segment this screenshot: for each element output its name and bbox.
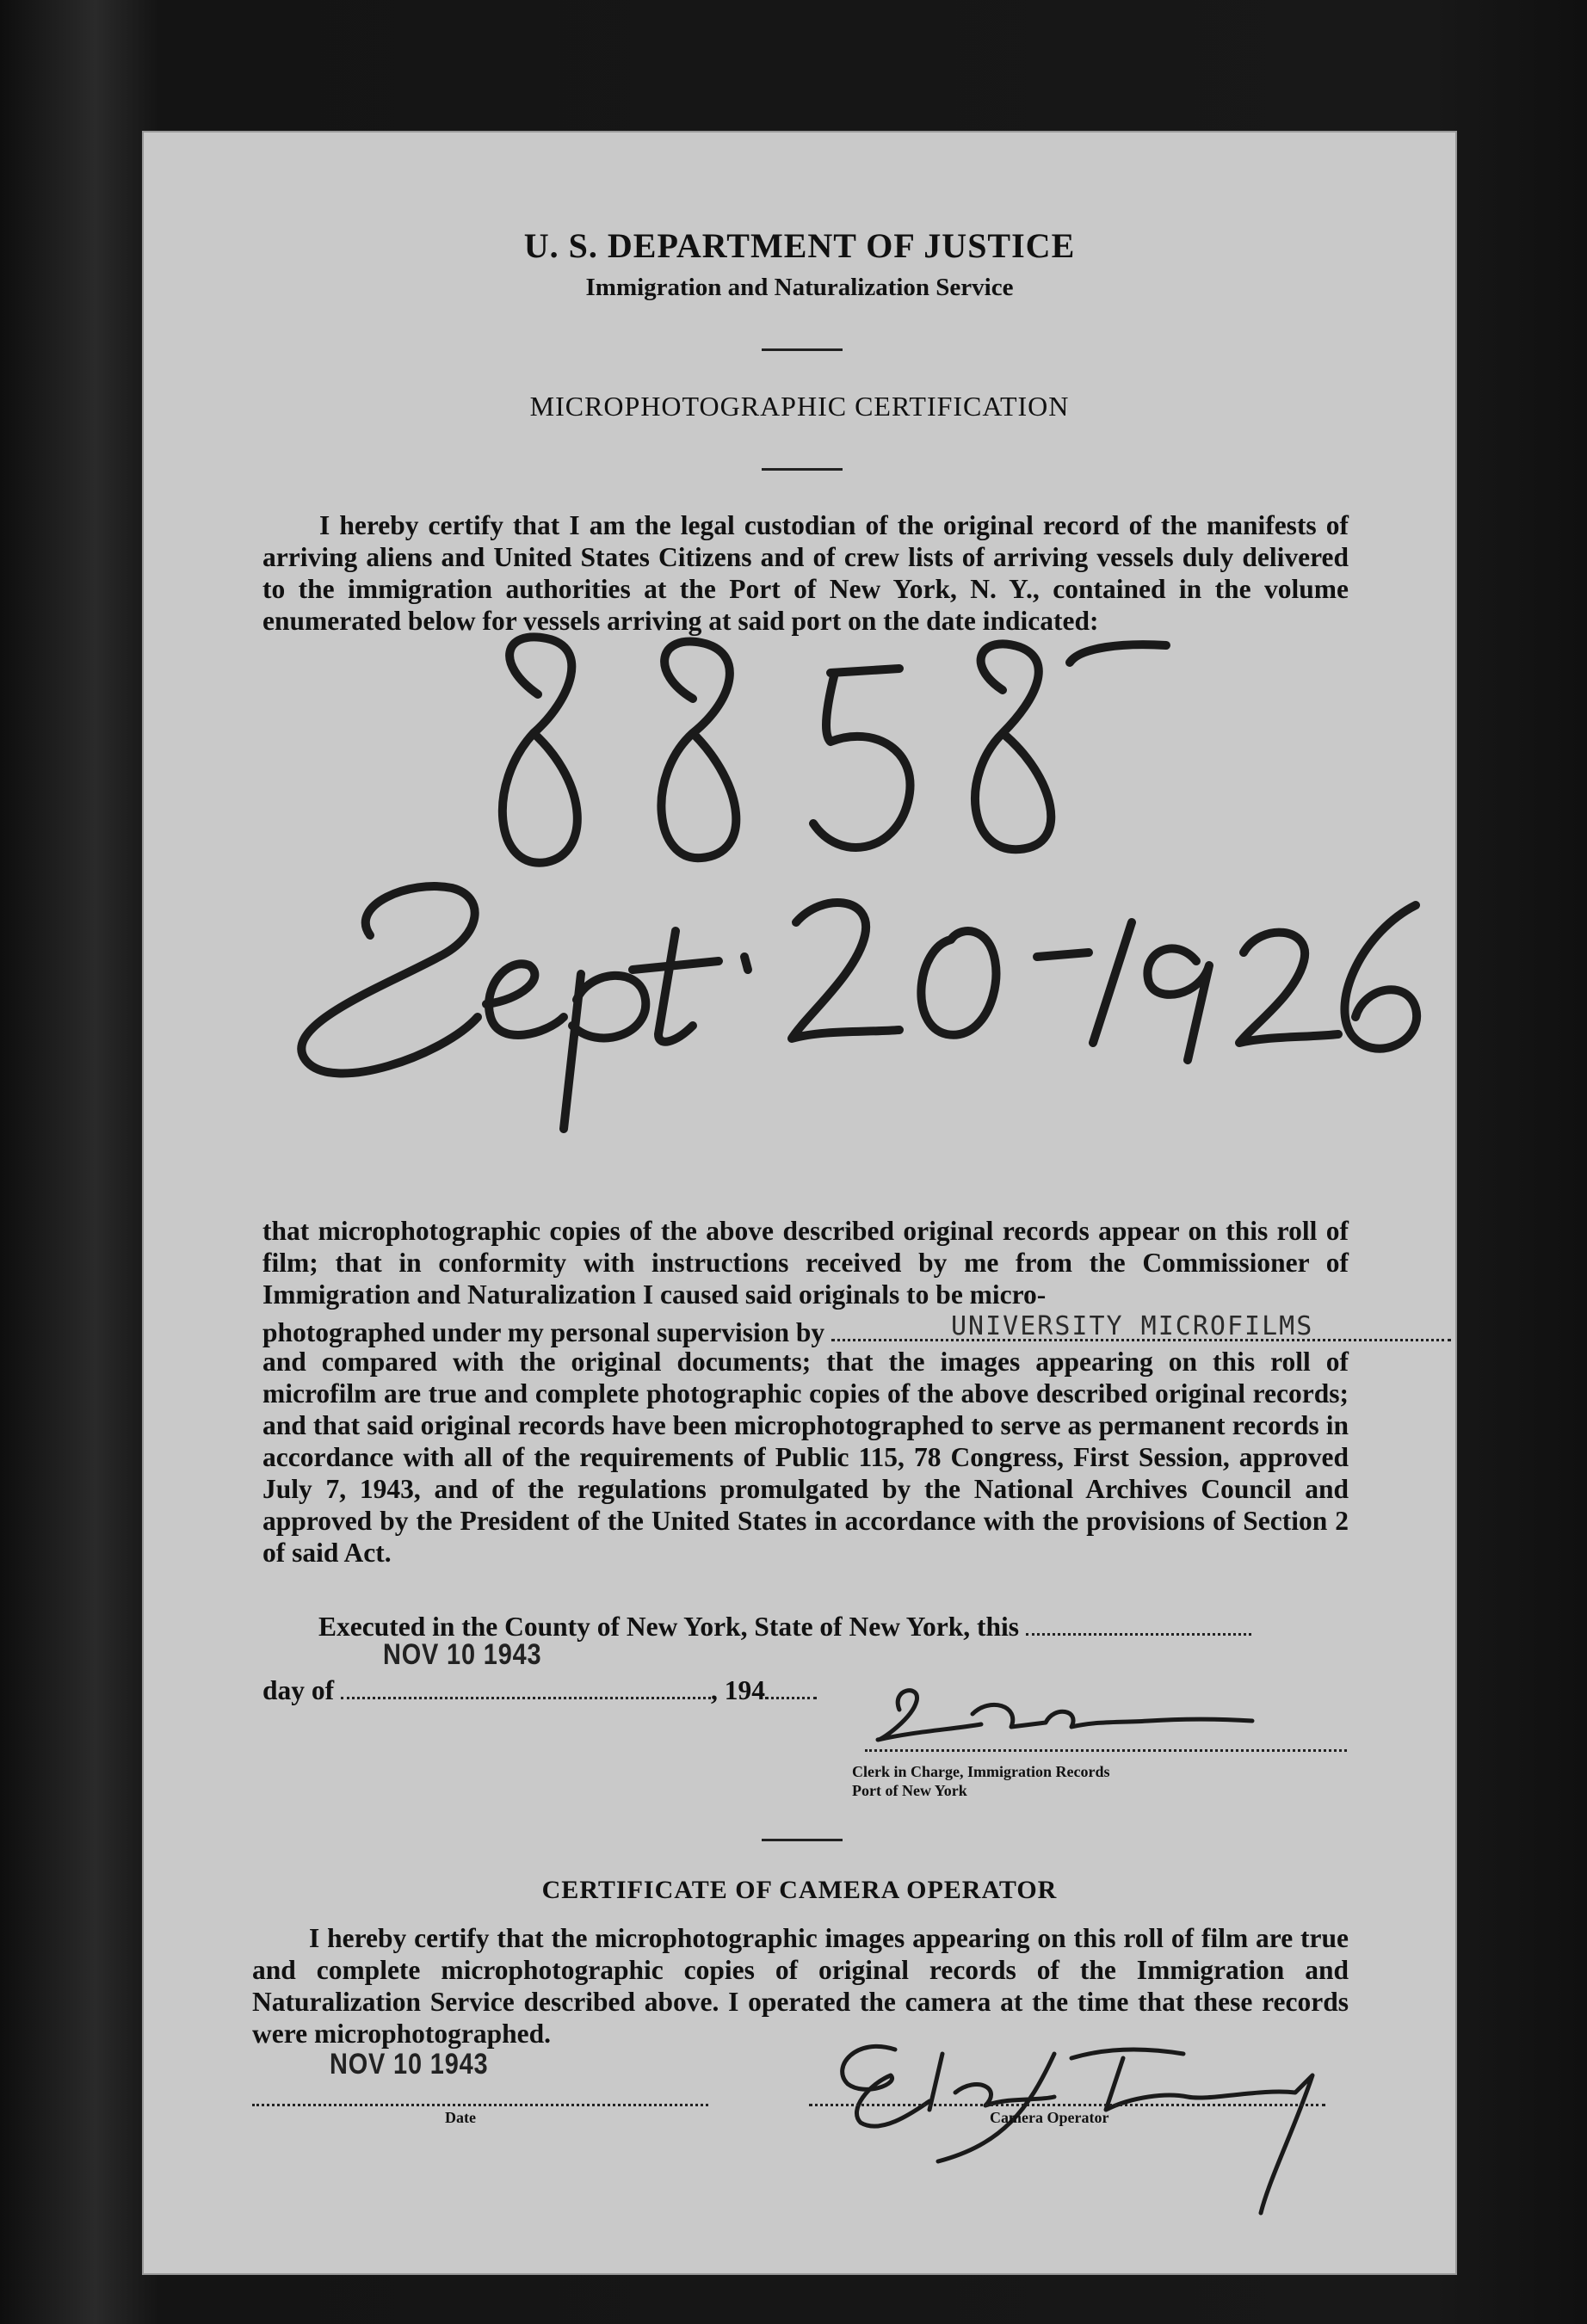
date-caption: Date [445, 2109, 476, 2126]
executed-label: Executed in the County of New York, State of New York, this [318, 1612, 1020, 1642]
department-heading: U. S. DEPARTMENT OF JUSTICE [523, 226, 1076, 265]
photographed-by-label: photographed under my personal supervision by [262, 1317, 825, 1347]
camera-certificate-title: CERTIFICATE OF CAMERA OPERATOR [541, 1876, 1058, 1904]
clerk-caption: Clerk in Charge, Immigration Records Port of New York [852, 1763, 1110, 1799]
year-prefix: , 194 [711, 1675, 766, 1705]
intro-paragraph: I hereby certify that I am the legal custodian of the original record of the manifests of arriving aliens and United States Citizens and of crew lists of arriving vessels duly delivered to the immigration authorities at the Port of New York, N. Y., contained in the volume enumerated below for vessels arriving at said port on the date indicated: [262, 510, 1349, 636]
body-paragraph-end: and compared with the original documents; that the images appearing on this roll of microfilm are true and complete photographic copies of the above described original records; and that said original records have been microphotographed to serve as permanent records in accordance with all of the requirements of Public 115, 78 Congress, First Session, approved July 7, 1943, and of the regulations promulgated by the National Archives Council and approved by the President of the United States in accordance with the provisions of Section 2 of said Act. [262, 1347, 1349, 1568]
day-of-label: day of [262, 1675, 335, 1705]
executed-date-stamp: NOV 10 1943 [383, 1638, 542, 1671]
operator-signature [142, 131, 1457, 2275]
camera-date-stamp: NOV 10 1943 [330, 2048, 489, 2081]
body-paragraph-start: that microphotographic copies of the above described original records appear on this roll of film; that in conformity with instructions received by me from the Commissioner of Immigration and Naturalization I caused said originals to be micro- [262, 1216, 1349, 1310]
photographer-stamp: UNIVERSITY MICROFILMS [951, 1311, 1314, 1341]
operator-caption: Camera Operator [990, 2109, 1109, 2126]
certificate-page [142, 131, 1457, 2275]
service-subheading: Immigration and Naturalization Service [585, 274, 1014, 301]
camera-paragraph: I hereby certify that the microphotographic images appearing on this roll of film are true and complete microphotographic copies of original records of the Immigration and Naturalization Service described above. I operated the camera at the time that these records were microphotographed. [252, 1923, 1349, 2049]
dotted-fill [809, 2100, 1325, 2106]
certification-title: MICROPHOTOGRAPHIC CERTIFICATION [529, 391, 1070, 422]
